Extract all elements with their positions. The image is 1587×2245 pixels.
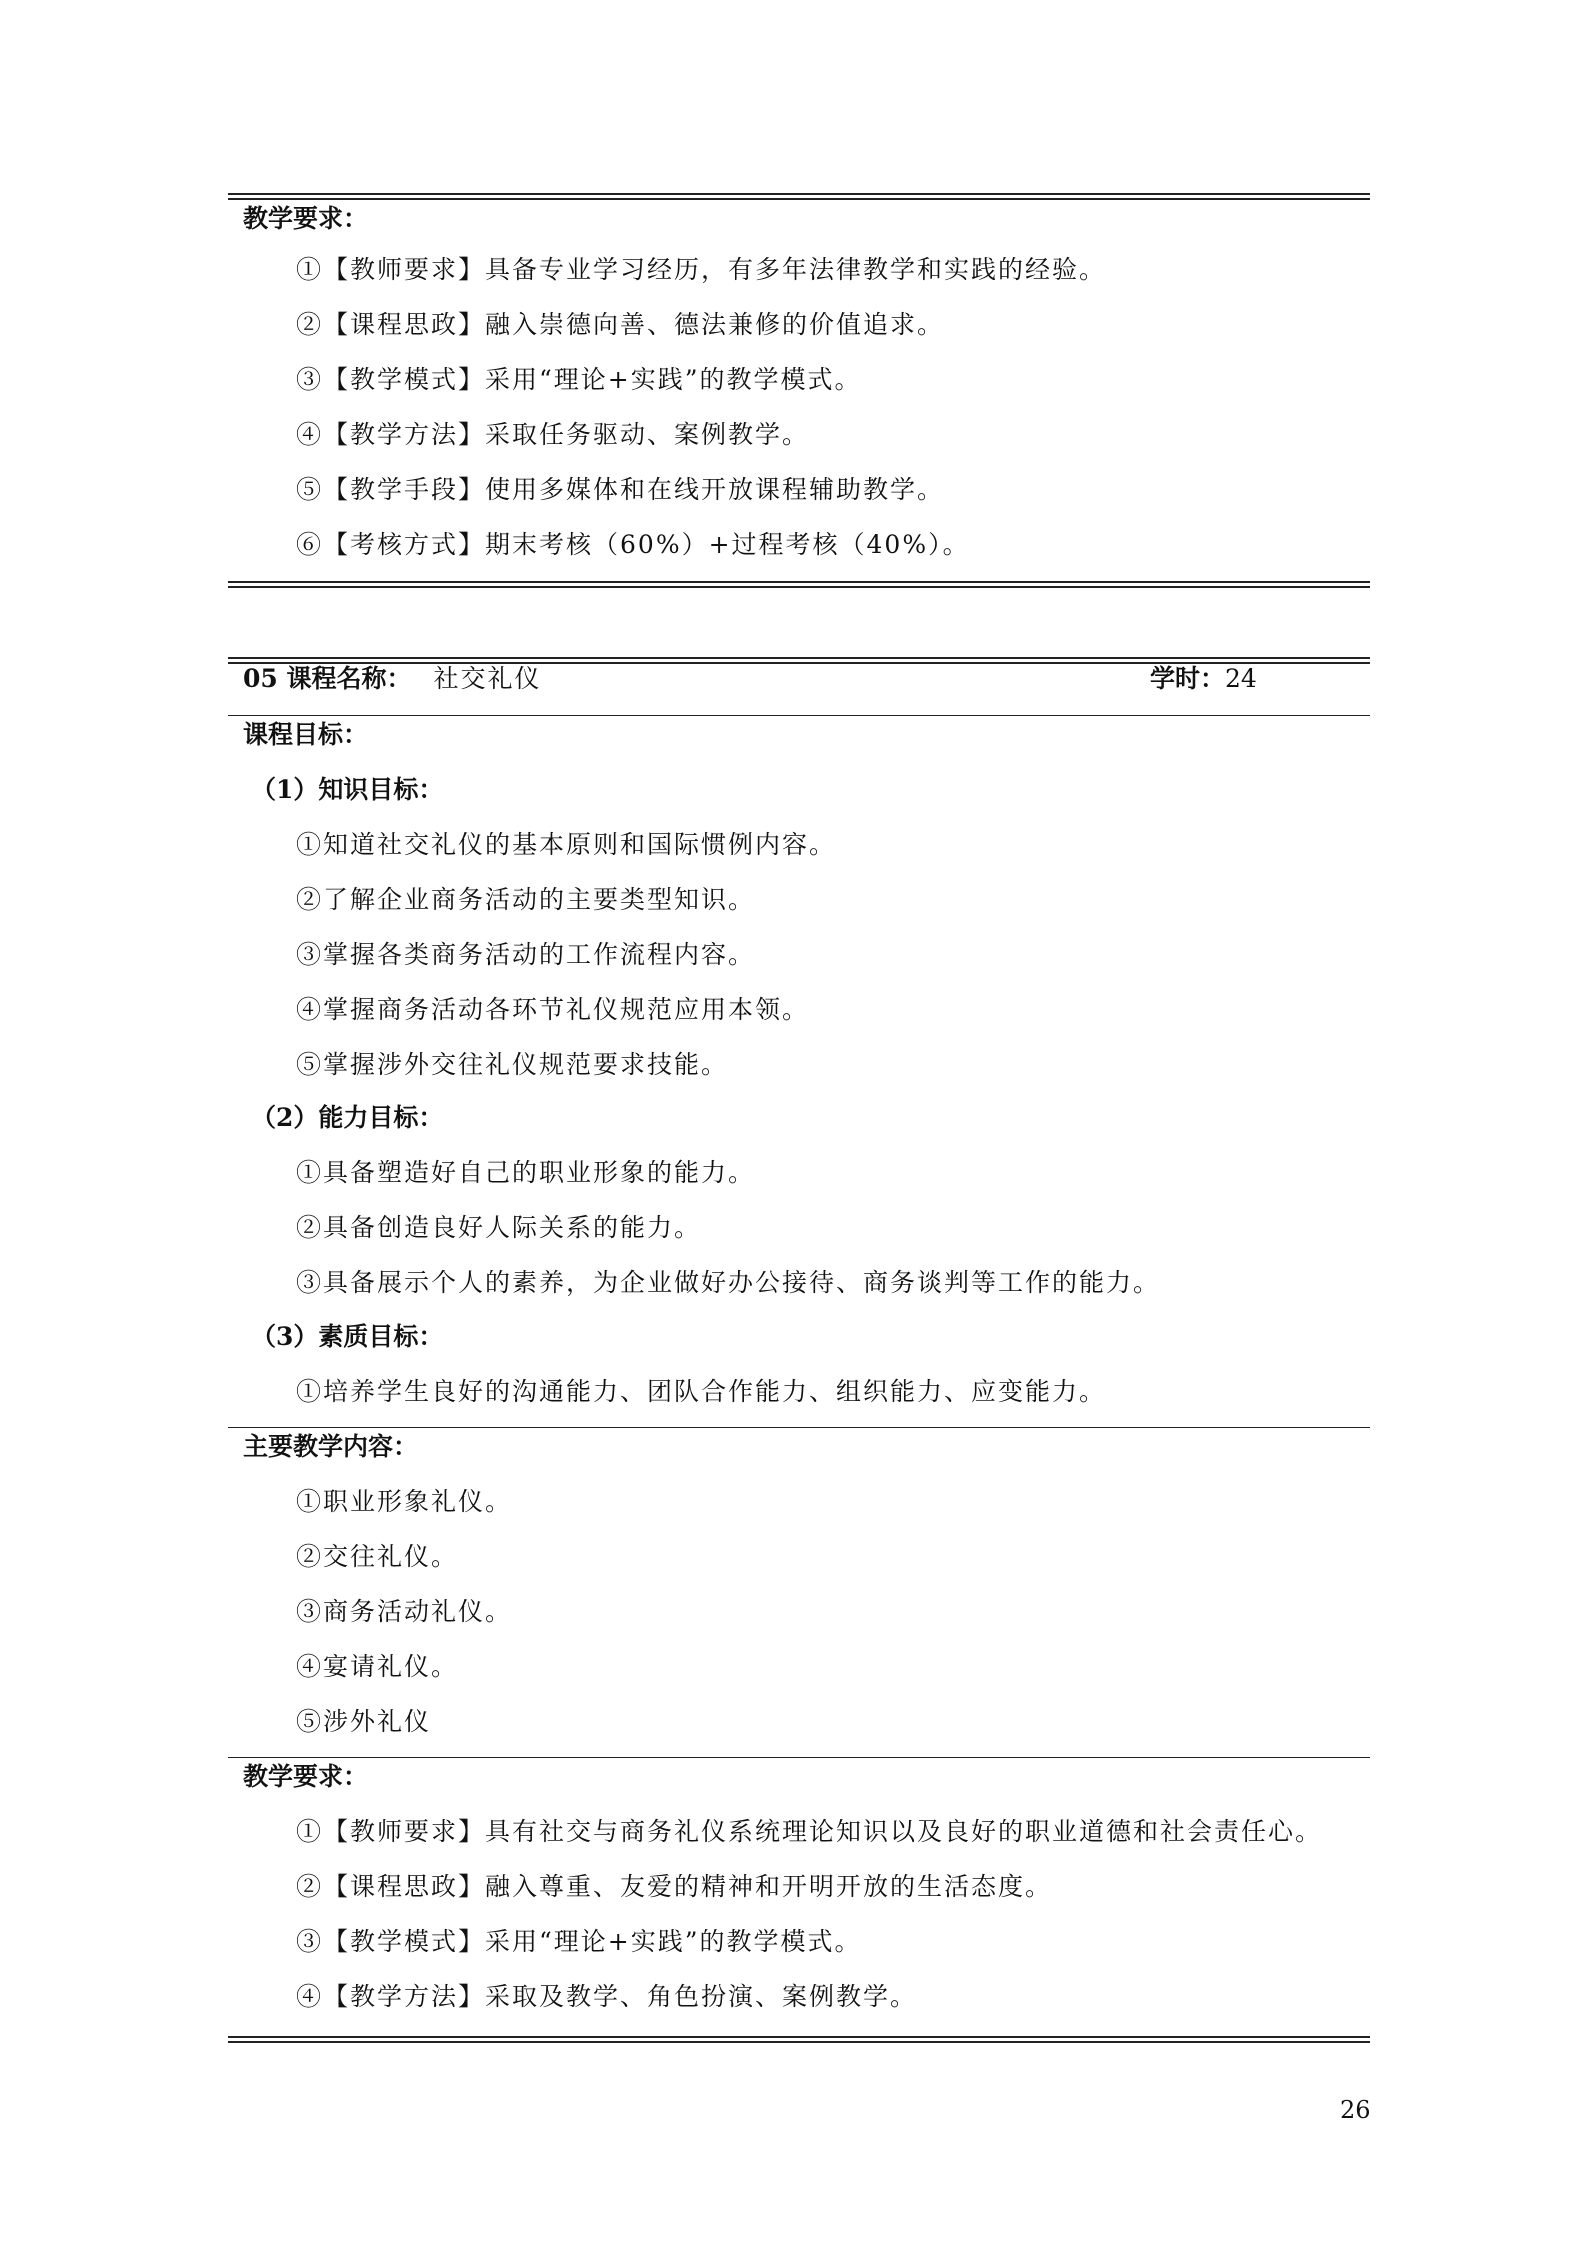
top-section-rule	[228, 193, 1370, 200]
req-item: ②【课程思政】融入尊重、友爱的精神和开明开放的生活态度。	[296, 1872, 1053, 1901]
prev-req-item: ①【教师要求】具备专业学习经历，有多年法律教学和实践的经验。	[296, 255, 1107, 284]
course-top-rule	[228, 657, 1370, 664]
prev-req-item: ④【教学方法】采取任务驱动、案例教学。	[296, 420, 810, 449]
content-divider	[228, 1757, 1370, 1758]
prev-req-item: ⑤【教学手段】使用多媒体和在线开放课程辅助教学。	[296, 475, 945, 504]
ability-item: ③具备展示个人的素养，为企业做好办公接待、商务谈判等工作的能力。	[296, 1268, 1161, 1297]
req-heading: 教学要求：	[243, 1762, 369, 1791]
course-name	[243, 664, 541, 694]
content-heading: 主要教学内容：	[243, 1432, 419, 1461]
course-header-divider	[228, 715, 1370, 716]
req-item: ①【教师要求】具有社交与商务礼仪系统理论知识以及良好的职业道德和社会责任心。	[296, 1817, 1323, 1846]
content-item: ④宴请礼仪。	[296, 1652, 459, 1681]
knowledge-item: ②了解企业商务活动的主要类型知识。	[296, 885, 756, 914]
course-hours	[1150, 664, 1257, 694]
ability-item: ①具备塑造好自己的职业形象的能力。	[296, 1158, 756, 1187]
quality-item: ①培养学生良好的沟通能力、团队合作能力、组织能力、应变能力。	[296, 1377, 1107, 1406]
prev-req-heading: 教学要求：	[243, 204, 369, 233]
knowledge-item: ④掌握商务活动各环节礼仪规范应用本领。	[296, 995, 810, 1024]
ability-heading: （2）能力目标：	[251, 1103, 444, 1132]
prev-section-bottom-rule	[228, 581, 1370, 588]
content-item: ②交往礼仪。	[296, 1542, 459, 1571]
course-bottom-rule	[228, 2036, 1370, 2043]
course-name-value: 社交礼仪	[433, 664, 542, 693]
course-hours-value: 24	[1225, 664, 1257, 693]
course-hours-label: 学时：	[1150, 664, 1226, 693]
prev-req-item: ②【课程思政】融入崇德向善、德法兼修的价值追求。	[296, 310, 945, 339]
req-item: ③【教学模式】采用“理论+实践”的教学模式。	[296, 1927, 862, 1956]
prev-req-item: ③【教学模式】采用“理论+实践”的教学模式。	[296, 365, 862, 394]
req-item: ④【教学方法】采取及教学、角色扮演、案例教学。	[296, 1982, 918, 2011]
knowledge-item: ①知道社交礼仪的基本原则和国际惯例内容。	[296, 830, 837, 859]
course-name-label: 05 课程名称：	[243, 664, 412, 693]
content-item: ①职业形象礼仪。	[296, 1487, 513, 1516]
prev-req-item: ⑥【考核方式】期末考核（60%）+过程考核（40%）。	[296, 530, 970, 559]
ability-item: ②具备创造良好人际关系的能力。	[296, 1213, 702, 1242]
knowledge-item: ⑤掌握涉外交往礼仪规范要求技能。	[296, 1050, 729, 1079]
page-number: 26	[1340, 2096, 1371, 2124]
content-item: ⑤涉外礼仪	[296, 1707, 432, 1736]
quality-heading: （3）素质目标：	[251, 1322, 444, 1351]
knowledge-item: ③掌握各类商务活动的工作流程内容。	[296, 940, 756, 969]
goals-divider	[228, 1427, 1370, 1428]
goals-heading: 课程目标：	[243, 720, 369, 749]
content-item: ③商务活动礼仪。	[296, 1597, 513, 1626]
knowledge-heading: （1）知识目标：	[251, 775, 444, 804]
